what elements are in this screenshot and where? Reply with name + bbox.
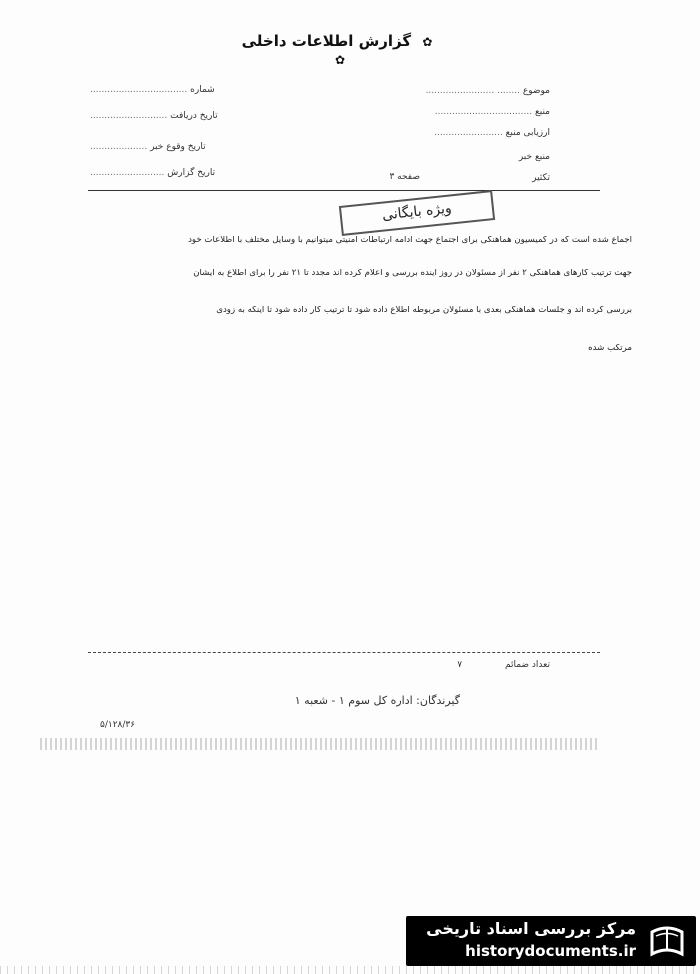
field-receive-date (90, 111, 218, 121)
footer-divider (88, 652, 600, 653)
field-report-date-label: تاریخ گزارش (167, 168, 216, 178)
field-source-news (519, 152, 550, 162)
document-code-value: ۵/۱۲۸/۳۶ (100, 720, 136, 730)
body-line: اجماع شده است که در کمیسیون هماهنگی برای اجتماع جهت ادامه ارتباطات امنیتی میتوانیم با وسایل مختلف با اطلاعات خود (188, 236, 632, 245)
field-receive-date-dots: ........................... (90, 111, 168, 121)
field-source-news-label: منبع خبر (518, 152, 550, 162)
field-recipients: گیرندگان: اداره کل سوم ۱ - شعبه ۱ (294, 694, 460, 707)
field-report-date-dots: .......................... (90, 168, 165, 178)
field-source-label: منبع (534, 107, 550, 117)
scan-edge (0, 966, 700, 974)
field-recipients-label: گیرندگان (419, 694, 460, 707)
field-event-date (90, 142, 206, 152)
field-event-date-dots: .................... (90, 142, 148, 152)
document-title: گزارش اطلاعات داخلی (241, 32, 412, 50)
field-agent-evaluation-dots: ........................ (434, 128, 503, 138)
field-report-date (90, 168, 215, 178)
field-page (389, 172, 420, 182)
field-number-dots: .................................. (90, 85, 188, 95)
scan-noise-band (40, 738, 600, 750)
field-attachments-value: ۷ (457, 660, 463, 670)
ornament-icon: ✿ (422, 35, 433, 49)
book-icon (648, 922, 686, 960)
body-line: بررسی کرده اند و جلسات هماهنگی بعدی با مسئولان مربوطه اطلاع داده شود تا ترتیب کار داده شود تا اینکه به زودی (216, 306, 632, 315)
field-attachments-label: تعداد ضمائم (504, 660, 550, 670)
body-line: مرتکب شده (588, 344, 632, 353)
field-attachments (457, 660, 550, 670)
field-copies-label: تکثیر (532, 173, 550, 183)
field-number-label: شماره (190, 85, 215, 95)
field-subject-dots: ........ ........................ (425, 86, 520, 96)
field-agent-evaluation (434, 128, 550, 138)
watermark-url: historydocuments.ir (465, 942, 636, 960)
field-source (435, 107, 550, 117)
field-receive-date-label: تاریخ دریافت (170, 111, 218, 121)
field-source-dots: .................................. (434, 107, 533, 117)
field-agent-evaluation-label: ارزیابی منبع (505, 128, 550, 138)
field-page-label: صفحه ۳ (389, 172, 420, 182)
field-subject-label: موضوع (522, 86, 550, 96)
watermark-logo (406, 916, 696, 966)
archive-stamp-text: ویژه بایگانی (381, 200, 453, 224)
document-code (100, 720, 135, 730)
field-recipients-value: اداره کل سوم ۱ - شعبه ۱ (294, 694, 413, 707)
header-divider (88, 190, 600, 191)
watermark-title: مرکز بررسی اسناد تاریخی (426, 919, 636, 938)
document-header (240, 32, 440, 68)
field-number (90, 85, 215, 95)
ornament-icon: ✿ (334, 53, 346, 67)
field-event-date-label: تاریخ وقوع خبر (150, 142, 206, 152)
field-copies (532, 173, 550, 183)
field-subject (426, 86, 550, 96)
body-line: جهت ترتیب کارهای هماهنگی ۲ نفر از مسئولان در روز آینده بررسی و اعلام کرده اند مجدد تا ۲۱ نفر را برای اطلاع به ایشان (193, 269, 632, 278)
archive-stamp (339, 190, 495, 236)
